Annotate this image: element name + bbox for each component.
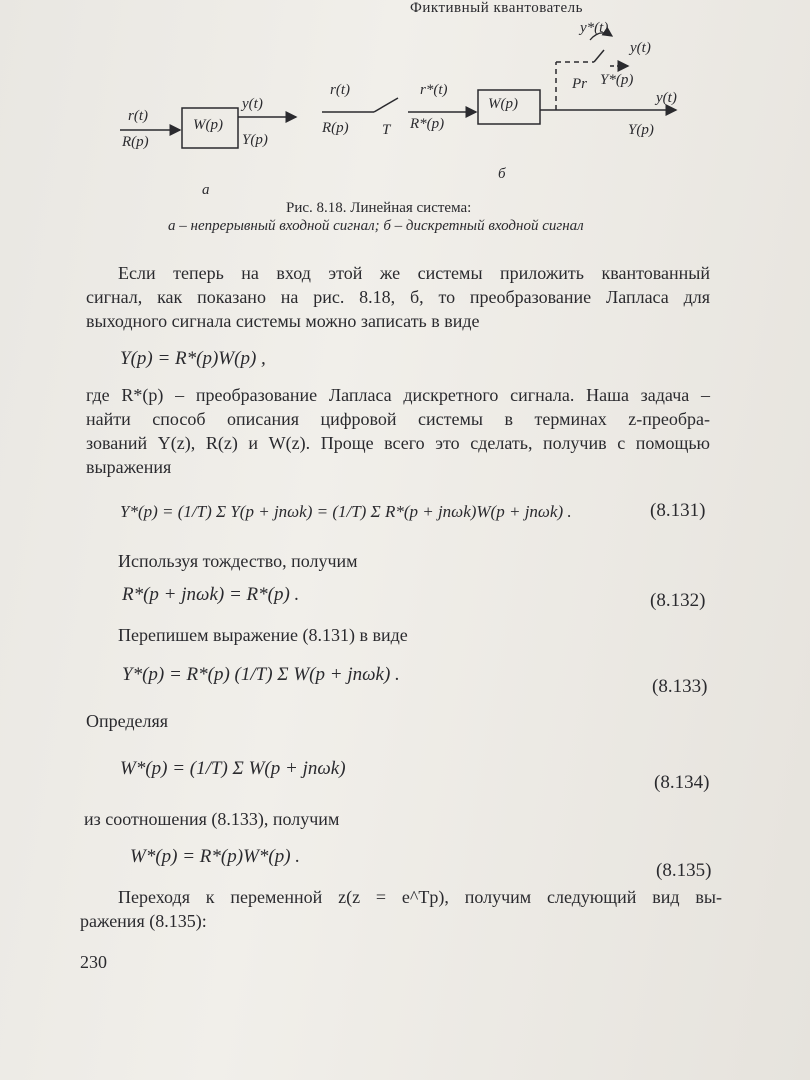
running-head: Фиктивный квантователь <box>410 0 583 16</box>
b-input-top: r(t) <box>330 82 350 98</box>
equation-8-135: W*(p) = R*(p)W*(p) . <box>130 846 301 867</box>
figure-caption-detail: а – непрерывный входной сигнал; б – дискретный входной сигнал <box>168 218 584 234</box>
para-3: Используя тождество, получим <box>118 551 358 571</box>
a-output-top: y(t) <box>242 96 263 112</box>
a-input-bottom: R(p) <box>122 134 149 150</box>
a-input-top: r(t) <box>128 108 148 124</box>
block-diagrams <box>0 0 810 200</box>
equation-number-8-133: (8.133) <box>652 676 708 697</box>
b-sampled-top: r*(t) <box>420 82 448 98</box>
b-input-bottom: R(p) <box>322 120 349 136</box>
para-2-line-3: зований Y(z), R(z) и W(z). Проще всего это сделать, получив с помощью <box>86 433 710 453</box>
b-fictitious-sampler: Pr <box>572 76 587 92</box>
b-sublabel: б <box>498 166 506 182</box>
equation-8-133: Y*(p) = R*(p) (1/T) Σ W(p + jnωk) . <box>122 664 400 685</box>
b-fictitious-out: Y*(p) <box>600 72 634 88</box>
equation-number-8-135: (8.135) <box>656 860 712 881</box>
a-block-label: W(p) <box>193 117 223 133</box>
para-4: Перепишем выражение (8.131) в виде <box>118 625 408 645</box>
para-1-line-2: сигнал, как показано на рис. 8.18, б, то преобразование Лапласа для <box>86 287 710 307</box>
para-2-line-4: выражения <box>86 457 172 477</box>
equation-number-8-132: (8.132) <box>650 590 706 611</box>
para-2-line-2: найти способ описания цифровой системы в терминах z-преобра- <box>86 409 710 429</box>
a-output-bottom: Y(p) <box>242 132 268 148</box>
b-sampler-label: T <box>382 122 391 138</box>
para-7-line-1: Переходя к переменной z(z = e^Tp), получим следующий вид вы- <box>118 887 722 907</box>
b-sampled-bottom: R*(p) <box>410 116 445 132</box>
b-block-label: W(p) <box>488 96 518 112</box>
b-output-top: y(t) <box>656 90 677 106</box>
b-fictitious-y: y(t) <box>630 40 651 56</box>
fictitious-switch <box>594 50 604 62</box>
equation-number-8-131: (8.131) <box>650 500 706 521</box>
para-2-line-1: где R*(p) – преобразование Лапласа дискретного сигнала. Наша задача – <box>86 385 710 405</box>
equation-8-134: W*(p) = (1/T) Σ W(p + jnωk) <box>120 758 346 779</box>
para-1-line-1: Если теперь на вход этой же системы приложить квантованный <box>118 263 710 283</box>
para-5: Определяя <box>86 711 169 731</box>
figure-caption-title: Рис. 8.18. Линейная система: <box>286 200 472 216</box>
para-1-line-3: выходного сигнала системы можно записать в виде <box>86 311 480 331</box>
b-fictitious-top: y*(t) <box>580 20 609 36</box>
equation-8-131: Y*(p) = (1/T) Σ Y(p + jnωk) = (1/T) Σ R*(p + jnωk)W(p + jnωk) . <box>120 502 572 521</box>
equation-main: Y(p) = R*(p)W(p) , <box>120 348 266 369</box>
para-6: из соотношения (8.133), получим <box>84 809 340 829</box>
para-7-line-2: ражения (8.135): <box>80 911 207 931</box>
b-output-bottom: Y(p) <box>628 122 654 138</box>
equation-number-8-134: (8.134) <box>654 772 710 793</box>
equation-8-132: R*(p + jnωk) = R*(p) . <box>122 584 300 605</box>
a-sublabel: а <box>202 182 210 198</box>
diagram-b-sampler-switch <box>374 98 398 112</box>
figure-8-18 <box>0 0 810 200</box>
page-number: 230 <box>80 952 107 972</box>
